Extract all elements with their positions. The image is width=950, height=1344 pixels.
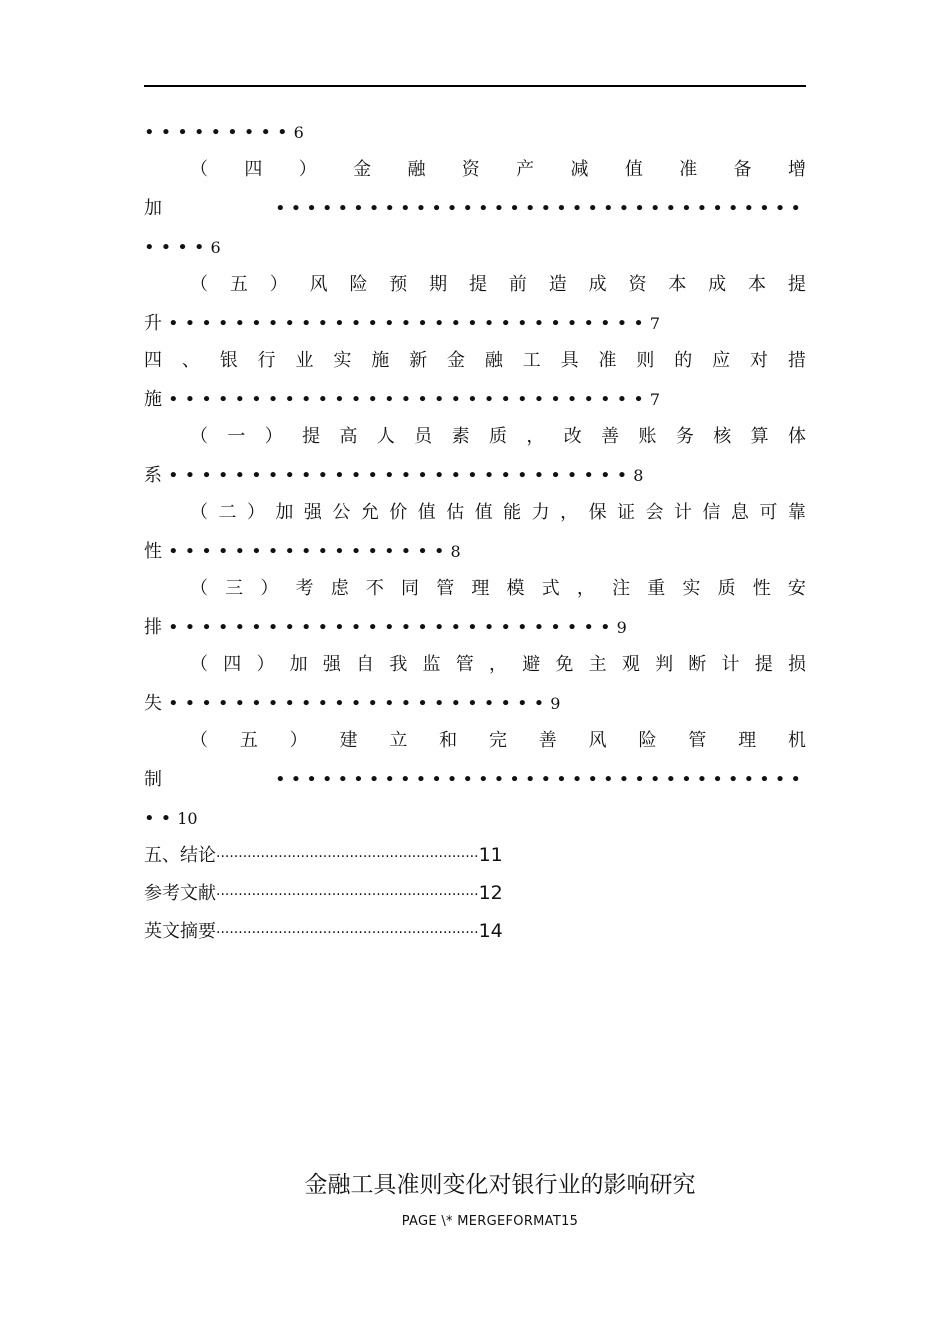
- toc-entry-risk-mechanism-leader[interactable]: [144, 768, 806, 792]
- toc-char: 务: [675, 426, 694, 447]
- toc-entry-tail: 制: [144, 769, 162, 790]
- toc-char: 观: [621, 654, 640, 675]
- toc-char: 成: [588, 274, 607, 295]
- toc-char: 同: [401, 578, 420, 599]
- toc-char: 机: [787, 730, 806, 751]
- toc-char: 高: [339, 426, 358, 447]
- toc-page-number: 8: [633, 466, 644, 485]
- toc-char: 值: [417, 502, 436, 523]
- toc-char: 资: [628, 274, 647, 295]
- toc-page-number: 6: [293, 123, 304, 142]
- toc-char: 加: [275, 502, 294, 523]
- toc-char: 能: [503, 502, 522, 523]
- toc-page-number: 9: [550, 694, 561, 713]
- toc-char: 免: [555, 654, 574, 675]
- toc-page-number: 10: [177, 809, 198, 828]
- toc-char: 提: [754, 654, 773, 675]
- toc-char: 账: [638, 426, 657, 447]
- footer-title: 金融工具准则变化对银行业的影响研究: [304, 1172, 696, 1198]
- toc-page-number: 8: [450, 542, 461, 561]
- toc-char: 、: [181, 350, 200, 371]
- toc-char: 措: [787, 350, 806, 371]
- toc-char: （: [190, 159, 208, 180]
- toc-char: 主: [588, 654, 607, 675]
- toc-entry-conclusion[interactable]: [144, 843, 806, 869]
- toc-char: 重: [647, 578, 666, 599]
- toc-char: 允: [360, 502, 379, 523]
- toc-char: 监: [422, 654, 441, 675]
- footer-page-field: PAGE \* MERGEFORMAT15: [401, 1214, 579, 1229]
- toc-entry-impairment-page: [144, 236, 806, 260]
- toc-char: 险: [349, 274, 368, 295]
- toc-char: 注: [612, 578, 631, 599]
- toc-char: 模: [506, 578, 525, 599]
- toc-char: 预: [389, 274, 408, 295]
- toc-char: 会: [645, 502, 664, 523]
- toc-char: 和: [439, 730, 458, 751]
- toc-page-number: 11: [478, 844, 503, 866]
- toc-leader: ···························································: [216, 849, 479, 865]
- toc-char: 安: [787, 578, 806, 599]
- toc-char: 不: [365, 578, 384, 599]
- toc-char: 前: [508, 274, 527, 295]
- toc-char: 的: [674, 350, 693, 371]
- toc-char: 资: [461, 159, 480, 180]
- toc-char: 减: [570, 159, 589, 180]
- toc-char: ，: [526, 426, 545, 447]
- toc-char: 管: [436, 578, 455, 599]
- toc-char: 靠: [787, 502, 806, 523]
- toc-char: 善: [601, 426, 620, 447]
- toc-page-number: 14: [478, 920, 503, 942]
- toc-leader: ···························································: [216, 887, 479, 903]
- toc-char: 四: [244, 159, 263, 180]
- toc-char: 计: [721, 654, 740, 675]
- toc-char: 应: [712, 350, 731, 371]
- toc-char: （: [190, 274, 208, 295]
- toc-entry-tail: 加: [144, 198, 162, 219]
- toc-char: 我: [389, 654, 408, 675]
- toc-char: 备: [733, 159, 752, 180]
- toc-char: 则: [636, 350, 655, 371]
- toc-char: 造: [548, 274, 567, 295]
- toc-char: 五: [239, 730, 258, 751]
- toc-char: 体: [788, 426, 806, 447]
- toc-char: ）: [260, 578, 279, 599]
- toc-entry-risk-expectation-page: [144, 312, 806, 336]
- toc-char: 施: [371, 350, 390, 371]
- toc-char: 人: [376, 426, 395, 447]
- toc-char: 四: [223, 654, 242, 675]
- toc-leader: 性•••••••••••••••••: [144, 541, 451, 562]
- toc-char: 完: [488, 730, 507, 751]
- toc-char: ）: [298, 159, 317, 180]
- toc-entry-english-abstract[interactable]: [144, 919, 806, 945]
- toc-char: 行: [257, 350, 276, 371]
- toc-char: 性: [752, 578, 771, 599]
- toc-char: 价: [389, 502, 408, 523]
- toc-char: （: [190, 730, 208, 751]
- toc-char: 可: [759, 502, 778, 523]
- toc-leader: •••••••••: [144, 122, 294, 143]
- toc-char: 期: [429, 274, 448, 295]
- toc-char: 增: [787, 159, 806, 180]
- toc-char: ）: [256, 654, 275, 675]
- toc-leader: ••••••••••••••••••••••••••••••••••: [275, 769, 806, 790]
- toc-char: 建: [339, 730, 358, 751]
- toc-char: 融: [484, 350, 503, 371]
- toc-leader: ••••: [144, 237, 211, 258]
- toc-char: 实: [682, 578, 701, 599]
- toc-char: 自: [356, 654, 375, 675]
- toc-char: 力: [531, 502, 550, 523]
- toc-char: 金: [447, 350, 465, 371]
- toc-entry-staff-quality[interactable]: [190, 425, 806, 449]
- toc-entry-management-model-page: [144, 616, 806, 640]
- toc-entry-management-model[interactable]: [190, 577, 806, 601]
- toc-page-number: 6: [210, 238, 221, 257]
- toc-char: 质: [489, 426, 507, 447]
- toc-char: 核: [713, 426, 732, 447]
- toc-char: 提: [469, 274, 488, 295]
- header-rule: [144, 85, 806, 87]
- toc-entry-staff-quality-page: [144, 464, 806, 488]
- toc-char: 准: [598, 350, 617, 371]
- toc-char: 计: [673, 502, 692, 523]
- toc-char: 员: [414, 426, 433, 447]
- toc-entry-label: 英文摘要: [144, 921, 216, 942]
- toc-char: 金: [353, 159, 372, 180]
- toc-leader: 排•••••••••••••••••••••••••••: [144, 617, 617, 638]
- toc-char: ，: [488, 654, 507, 675]
- toc-page-number: 9: [616, 618, 627, 637]
- toc-entry-references[interactable]: [144, 881, 806, 907]
- toc-char: 考: [295, 578, 314, 599]
- toc-char: 式: [541, 578, 560, 599]
- toc-char: 风: [588, 730, 607, 751]
- toc-char: 损: [787, 654, 806, 675]
- toc-char: 估: [446, 502, 465, 523]
- toc-char: 对: [750, 350, 768, 371]
- toc-entry-self-supervision[interactable]: [190, 653, 806, 677]
- toc-char: 避: [522, 654, 541, 675]
- toc-char: 质: [717, 578, 736, 599]
- toc-page-number: 12: [478, 882, 503, 904]
- toc-char: ）: [289, 730, 308, 751]
- toc-char: 成: [708, 274, 727, 295]
- toc-entry-risk-mechanism[interactable]: [190, 729, 806, 753]
- toc-entry-impairment-leader[interactable]: [144, 197, 806, 221]
- toc-char: 虑: [330, 578, 349, 599]
- toc-char: 工: [522, 350, 541, 371]
- toc-char: 判: [655, 654, 674, 675]
- toc-char: （: [190, 426, 208, 447]
- toc-leader: 施•••••••••••••••••••••••••••••: [144, 389, 650, 410]
- toc-char: ，: [560, 502, 579, 523]
- toc-char: ）: [269, 274, 288, 295]
- toc-char: 一: [227, 426, 246, 447]
- toc-entry-section-four[interactable]: [144, 349, 806, 373]
- toc-char: 断: [688, 654, 707, 675]
- toc-char: 信: [702, 502, 721, 523]
- toc-char: 业: [295, 350, 314, 371]
- toc-entry-fair-value[interactable]: [190, 501, 806, 525]
- toc-char: 具: [560, 350, 579, 371]
- toc-char: ）: [246, 502, 265, 523]
- toc-char: 提: [787, 274, 806, 295]
- toc-char: 银: [219, 350, 238, 371]
- toc-char: 证: [617, 502, 636, 523]
- toc-char: 公: [332, 502, 351, 523]
- toc-char: 息: [730, 502, 749, 523]
- toc-char: 理: [738, 730, 757, 751]
- toc-char: 融: [407, 159, 426, 180]
- toc-char: 五: [229, 274, 248, 295]
- toc-entry-label: 五、结论: [144, 845, 216, 866]
- toc-char: 管: [455, 654, 474, 675]
- toc-char: 险: [638, 730, 657, 751]
- toc-char: 风: [309, 274, 328, 295]
- toc-entry-label: 参考文献: [144, 883, 216, 904]
- toc-char: ）: [264, 426, 283, 447]
- toc-leader: 升•••••••••••••••••••••••••••••: [144, 313, 650, 334]
- toc-char: （: [190, 502, 208, 523]
- toc-continuation-dots: [144, 121, 806, 145]
- toc-char: 改: [563, 426, 582, 447]
- toc-leader: 系••••••••••••••••••••••••••••: [144, 465, 634, 486]
- toc-char: 值: [624, 159, 643, 180]
- toc-char: 二: [218, 502, 237, 523]
- toc-leader: ···························································: [216, 925, 479, 941]
- toc-char: 强: [322, 654, 341, 675]
- toc-char: 素: [451, 426, 470, 447]
- toc-char: 实: [333, 350, 352, 371]
- toc-leader: 失•••••••••••••••••••••••: [144, 693, 551, 714]
- toc-char: （: [190, 578, 208, 599]
- toc-char: 算: [750, 426, 769, 447]
- toc-char: 立: [389, 730, 408, 751]
- toc-char: 本: [748, 274, 767, 295]
- toc-char: 善: [538, 730, 557, 751]
- toc-char: 管: [688, 730, 707, 751]
- toc-char: 本: [668, 274, 687, 295]
- toc-entry-fair-value-page: [144, 540, 806, 564]
- toc-char: 加: [289, 654, 308, 675]
- toc-entry-impairment-increase[interactable]: [190, 158, 806, 182]
- toc-entry-risk-mechanism-page: [144, 807, 806, 831]
- toc-char: 强: [303, 502, 322, 523]
- toc-char: （: [190, 654, 208, 675]
- toc-char: 值: [474, 502, 493, 523]
- toc-char: 提: [302, 426, 321, 447]
- toc-char: 保: [588, 502, 607, 523]
- toc-char: 准: [679, 159, 698, 180]
- toc-char: 四: [144, 350, 162, 371]
- toc-entry-section-four-page: [144, 388, 806, 412]
- toc-char: 三: [225, 578, 244, 599]
- toc-char: 新: [409, 350, 428, 371]
- toc-char: 产: [516, 159, 535, 180]
- toc-char: 理: [471, 578, 490, 599]
- toc-char: ，: [576, 578, 595, 599]
- toc-leader: ••: [144, 808, 178, 829]
- toc-page-number: 7: [649, 314, 661, 333]
- toc-page-number: 7: [649, 390, 661, 409]
- toc-entry-self-supervision-page: [144, 692, 806, 716]
- toc-leader: ••••••••••••••••••••••••••••••••••: [275, 198, 806, 219]
- toc-entry-risk-expectation[interactable]: [190, 273, 806, 297]
